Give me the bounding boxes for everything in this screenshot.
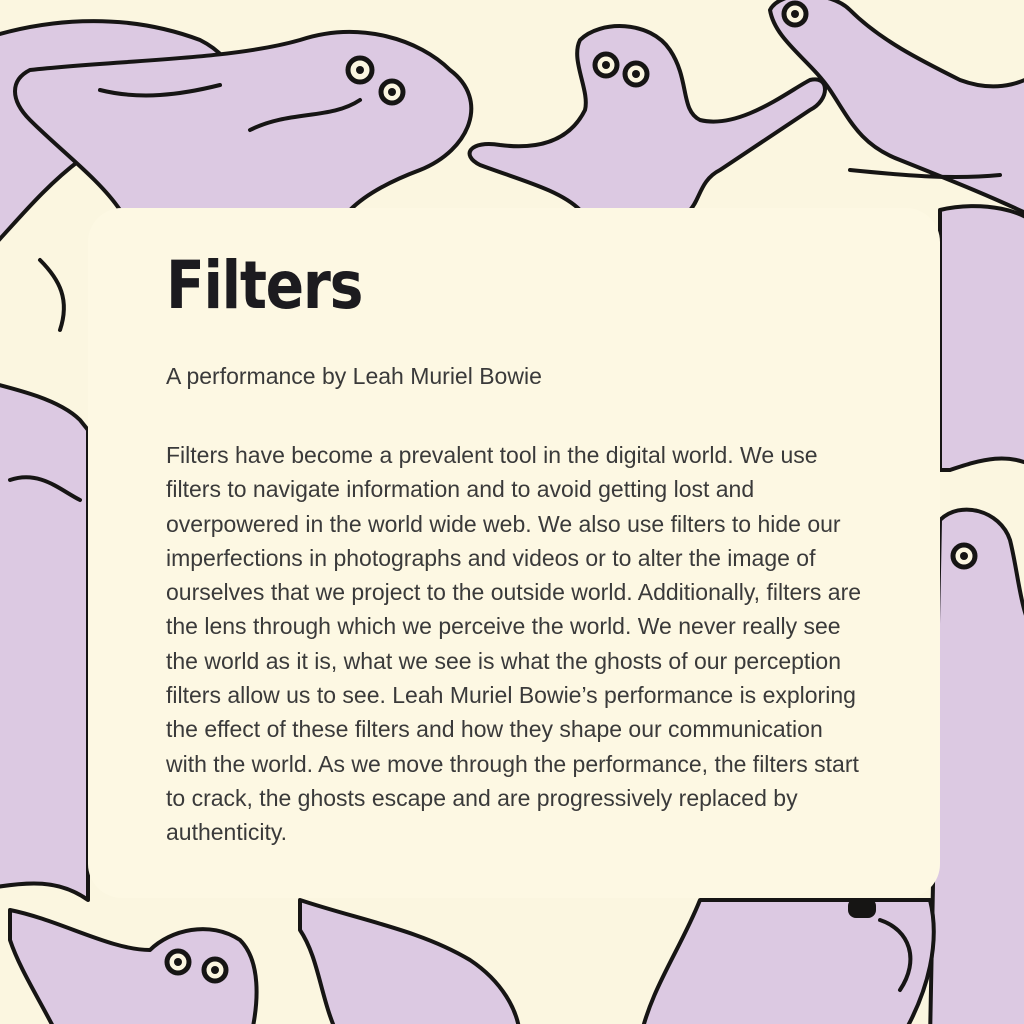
ghost-bottom-right bbox=[640, 900, 934, 1024]
performance-credit: A performance by Leah Muriel Bowie bbox=[166, 363, 542, 389]
ghost-top-middle bbox=[470, 26, 825, 210]
ghost-right-edge bbox=[940, 206, 1024, 470]
ghost-right-lower bbox=[930, 510, 1024, 1024]
page-title: Filters bbox=[166, 247, 363, 324]
info-card bbox=[88, 208, 940, 898]
ghost-left-edge bbox=[0, 380, 88, 900]
description-paragraph: Filters have become a prevalent tool in the digital world. We use filters to navigate information and to avoid getting lost and overpowered in the world wide web. We also use filters to hide our imperfections in photographs and videos or to alter the image of ourselves that we project to the outside world. Additionally, filters are the lens through which we perceive the world. We never really see the world as it is, what we see is what the ghosts of our perception filters allow us to see. Leah Muriel Bowie’s performance is exploring the effect of these filters and how they shape our communication with the world. As we move through the performance, the filters start to crack, the ghosts escape and are progressively replaced by authenticity. bbox=[166, 442, 862, 846]
ghost-bottom-center bbox=[300, 900, 520, 1024]
